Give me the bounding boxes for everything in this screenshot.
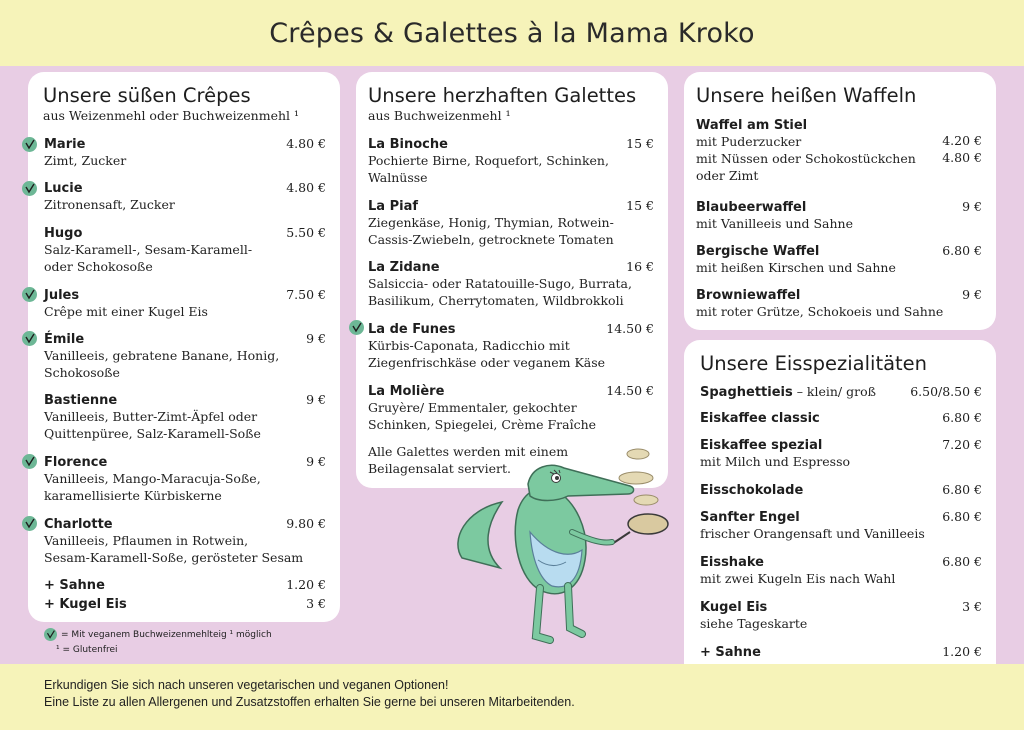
item-description: Zimt, Zucker [44,153,127,168]
menu-item [700,644,982,660]
item-price: 9 € [306,331,326,346]
item-name: Sanfter Engel [700,510,800,525]
item-price: 6.80 € [942,482,982,497]
vegan-legend: = Mit veganem Buchweizenmehlteig ¹ möglich [61,630,272,640]
item-size-options: – klein/ groß [792,384,876,399]
item-name: Jules [44,288,80,303]
item-description: siehe Tageskarte [700,616,808,631]
gluten-legend: ¹ = Glutenfrei [56,645,118,655]
item-price-2: 4.80 € [942,150,982,165]
item-description: Vanilleeis, gebratene Banane, Honig, [44,348,280,363]
item-description: mit zwei Kugeln Eis nach Wahl [700,571,896,586]
menu-item [44,577,326,593]
crepes-subtitle: aus Weizenmehl oder Buchweizenmehl ¹ [43,108,299,123]
item-price: 6.80 € [942,509,982,524]
item-name: Marie [44,137,86,152]
item-price: 15 € [626,198,654,213]
menu-item [700,482,982,498]
item-price: 4.20 € [942,133,982,148]
item-description-2: mit Nüssen oder Schokostückchen [696,151,916,166]
item-price: 7.20 € [942,437,982,452]
item-name: Eiskaffee spezial [700,438,823,453]
item-price: 9 € [306,454,326,469]
item-price: 3 € [962,599,982,614]
item-name: Eisshake [700,555,764,570]
item-price: 5.50 € [286,225,326,240]
item-name: Blaubeerwaffel [696,200,807,215]
item-name: Eiskaffee classic [700,411,820,426]
item-description-2: Walnüsse [368,170,428,185]
item-name: Spaghettieis [700,385,793,400]
item-description: Salz-Karamell-, Sesam-Karamell- [44,242,253,257]
item-price: 3 € [306,596,326,611]
menu-item [696,287,982,320]
item-description: Gruyère/ Emmentaler, gekochter [368,400,577,415]
item-price: 4.80 € [286,136,326,151]
item-description-2: Cassis-Zwiebeln, getrocknete Tomaten [368,232,614,247]
item-price: 14.50 € [606,321,654,336]
menu-item [700,383,982,401]
note-line-2: Beilagensalat serviert. [368,461,512,476]
item-name: La Molière [368,384,445,399]
menu-item [368,259,654,309]
item-price: 9 € [306,392,326,407]
item-name: La Piaf [368,199,418,214]
eis-heading: Unsere Eisspezialitäten [700,352,928,375]
vegan-leaf-icon [22,516,37,531]
item-name: + Sahne [44,578,105,593]
header-banner [0,0,1024,66]
item-description-2: Ziegenfrischkäse oder veganem Käse [368,355,606,370]
item-description-2: Quittenpüree, Salz-Karamell-Soße [44,426,261,441]
galettes-subtitle: aus Buchweizenmehl ¹ [368,108,511,123]
item-name: Waffel am Stiel [696,118,808,133]
menu-item [44,516,326,566]
item-price: 15 € [626,136,654,151]
item-description: mit roter Grütze, Schokoeis und Sahne [696,304,944,319]
item-description-2: Schinken, Spiegelei, Crème Fraîche [368,417,597,432]
item-name: La Binoche [368,137,448,152]
item-description-2: Basilikum, Cherrytomaten, Wildbrokkoli [368,293,624,308]
item-description: Pochierte Birne, Roquefort, Schinken, [368,153,609,168]
menu-item [700,599,982,632]
waffeln-heading: Unsere heißen Waffeln [696,84,917,107]
item-price: 1.20 € [286,577,326,592]
item-name: Bergische Waffel [696,244,820,259]
item-name: + Kugel Eis [44,597,127,612]
item-description: mit Vanilleeis und Sahne [696,216,853,231]
menu-item [44,596,326,612]
waffeln-card [684,72,996,330]
item-price: 9 € [962,287,982,302]
item-name: Hugo [44,226,83,241]
item-name: Kugel Eis [700,600,768,615]
vegan-leaf-icon [22,181,37,196]
item-description: Crêpe mit einer Kugel Eis [44,304,208,319]
item-price: 6.80 € [942,410,982,425]
vegan-leaf-icon [22,331,37,346]
menu-item [44,454,326,504]
eis-card [684,340,996,690]
item-price: 6.80 € [942,554,982,569]
item-description-2: karamellisierte Kürbiskerne [44,488,222,503]
footer-line-1: Erkundigen Sie sich nach unseren vegetarischen und veganen Optionen! [44,678,449,692]
menu-item [44,392,326,442]
item-description: Kürbis-Caponata, Radicchio mit [368,338,570,353]
vegan-leaf-icon [22,137,37,152]
menu-item [44,225,326,275]
item-description-3: oder Zimt [696,168,759,183]
galettes-card [356,72,668,488]
menu-item [44,331,326,381]
item-description: mit Puderzucker [696,134,802,149]
item-price: 14.50 € [606,383,654,398]
vegan-leaf-icon [44,628,57,641]
menu-item [368,198,654,248]
item-name: La Zidane [368,260,440,275]
item-price: 16 € [626,259,654,274]
menu-item [44,180,326,213]
galettes-heading: Unsere herzhaften Galettes [368,84,637,107]
item-name: Florence [44,455,108,470]
vegan-leaf-icon [22,287,37,302]
vegan-leaf-icon [22,454,37,469]
menu-item [368,136,654,186]
item-description-2: Schokosoße [44,365,120,380]
item-description: Vanilleeis, Pflaumen in Rotwein, [44,533,249,548]
item-description-2: oder Schokosoße [44,259,153,274]
item-description: Salsiccia- oder Ratatouille-Sugo, Burrata, [368,276,632,291]
item-name: Bastienne [44,393,118,408]
crocodile-illustration [440,440,680,650]
page-title: Crêpes & Galettes à la Mama Kroko [269,17,755,49]
menu-item [368,383,654,433]
item-description: frischer Orangensaft und Vanilleeis [700,526,925,541]
item-price: 6.50/8.50 € [910,384,982,399]
item-name: La de Funes [368,322,456,337]
note-line: Alle Galettes werden mit einem [368,444,569,459]
item-description: Vanilleeis, Butter-Zimt-Äpfel oder [44,409,258,424]
footer-banner [0,664,1024,730]
item-price: 4.80 € [286,180,326,195]
menu-item [696,243,982,276]
item-description: Ziegenkäse, Honig, Thymian, Rotwein- [368,215,614,230]
footer-line-2: Eine Liste zu allen Allergenen und Zusatzstoffen erhalten Sie gerne bei unseren Mitarbeitenden. [44,695,575,709]
menu-item [44,287,326,320]
menu-item [700,410,982,426]
item-price: 9 € [962,199,982,214]
item-name: Émile [44,332,85,347]
crepes-heading: Unsere süßen Crêpes [43,84,251,107]
item-description: mit heißen Kirschen und Sahne [696,260,896,275]
item-price: 6.80 € [942,243,982,258]
item-price: 9.80 € [286,516,326,531]
item-name: Eisschokolade [700,483,804,498]
menu-item [696,199,982,232]
menu-item [44,136,326,169]
menu-item [700,437,982,470]
item-name: Browniewaffel [696,288,801,303]
item-price: 7.50 € [286,287,326,302]
item-name: Charlotte [44,517,113,532]
item-description-2: Sesam-Karamell-Soße, gerösteter Sesam [44,550,304,565]
vegan-leaf-icon [349,320,364,335]
menu-item [700,509,982,542]
item-name: Lucie [44,181,83,196]
menu-item [696,118,982,184]
crepes-card [28,72,340,622]
menu-item [700,554,982,587]
item-description: Vanilleeis, Mango-Maracuja-Soße, [44,471,261,486]
item-description: Zitronensaft, Zucker [44,197,175,212]
item-name: + Sahne [700,645,761,660]
menu-item [368,321,654,371]
item-price: 1.20 € [942,644,982,659]
item-description: mit Milch und Espresso [700,454,851,469]
